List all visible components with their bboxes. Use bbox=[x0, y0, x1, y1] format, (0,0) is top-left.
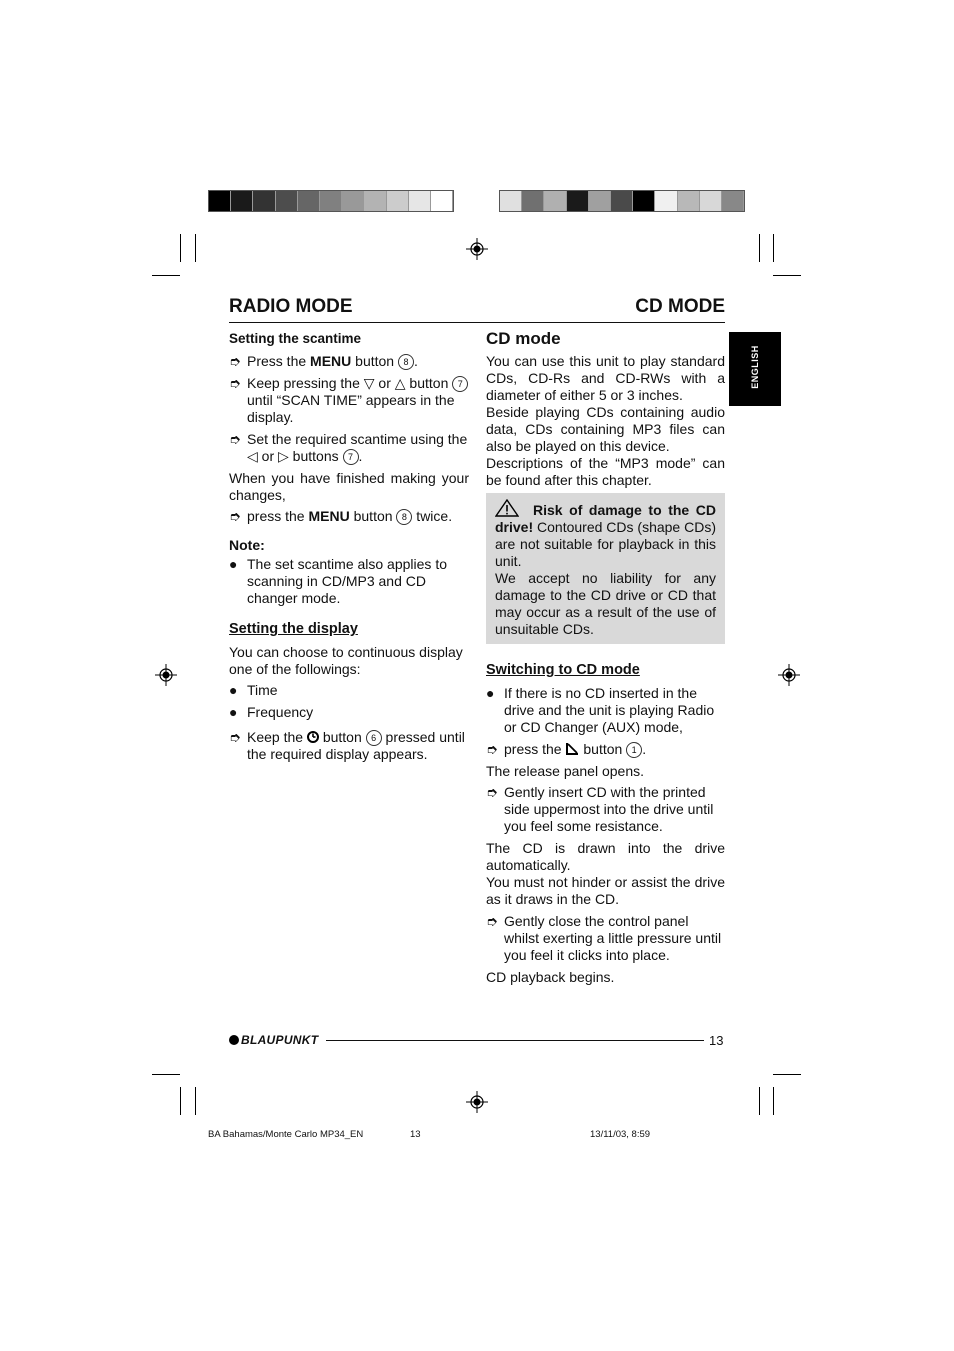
crop-mark bbox=[773, 234, 774, 262]
language-tab-label: ENGLISH bbox=[750, 345, 760, 389]
crop-mark bbox=[152, 1074, 180, 1075]
crop-mark bbox=[773, 1087, 774, 1115]
arrow-icon: ➮ bbox=[486, 784, 498, 800]
language-tab bbox=[729, 332, 781, 406]
footer-rule bbox=[326, 1040, 704, 1041]
left-triangle-icon: ◁ bbox=[247, 448, 258, 464]
display-intro: You can choose to continuous display one of the followings: bbox=[229, 644, 463, 677]
crop-mark bbox=[773, 275, 801, 276]
color-swatch bbox=[567, 191, 589, 211]
display-option: ● Frequency bbox=[229, 704, 314, 720]
arrow-icon: ➮ bbox=[229, 375, 241, 391]
note-item: ● The set scantime also applies to scanning in CD/MP3 and CD changer mode. bbox=[229, 556, 447, 606]
playback-text: CD playback begins. bbox=[486, 969, 615, 985]
color-swatch bbox=[276, 191, 298, 211]
color-swatch bbox=[364, 191, 386, 211]
color-swatch bbox=[722, 191, 744, 211]
color-swatch bbox=[431, 191, 453, 211]
color-swatch bbox=[409, 191, 431, 211]
registration-mark-icon bbox=[155, 664, 177, 686]
registration-mark-icon bbox=[466, 238, 488, 260]
arrow-icon: ➮ bbox=[229, 353, 241, 369]
condition-item: ● If there is no CD inserted in the drive and the unit is playing Radio or CD Changer (AUX) mode, bbox=[486, 685, 715, 735]
switching-heading: Switching to CD mode bbox=[486, 662, 640, 678]
warning-title: Risk of damage to the CD drive! bbox=[495, 502, 716, 535]
left-column bbox=[229, 330, 469, 768]
step-item: ➮ press the MENU button 8 twice. bbox=[229, 508, 453, 524]
color-swatch bbox=[633, 191, 655, 211]
registration-mark-icon bbox=[466, 1091, 488, 1113]
note-label: Note: bbox=[229, 537, 265, 553]
color-swatch bbox=[320, 191, 342, 211]
color-swatch bbox=[298, 191, 320, 211]
warning-box bbox=[486, 493, 725, 644]
color-swatch bbox=[522, 191, 544, 211]
display-option: ● Time bbox=[229, 682, 278, 698]
file-name: BA Bahamas/Monte Carlo MP34_EN bbox=[208, 1129, 364, 1140]
finished-text: When you have finished making your changes, bbox=[229, 470, 469, 503]
calibration-strip-right bbox=[499, 190, 745, 212]
step-item: ➮ Gently close the control panel whilst exerting a little pressure until you feel it clicks into place. bbox=[486, 913, 722, 963]
crop-mark bbox=[152, 275, 180, 276]
step-item: ➮ Gently insert CD with the printed side uppermost into the drive until you feel some resistance. bbox=[486, 784, 714, 834]
intro-text: Beside playing CDs containing audio data, CDs containing MP3 files can also be played on this device. bbox=[486, 404, 725, 454]
arrow-icon: ➮ bbox=[229, 508, 241, 524]
color-swatch bbox=[544, 191, 566, 211]
brand-logo: BLAUPUNKT bbox=[229, 1033, 318, 1047]
crop-mark bbox=[180, 1087, 181, 1115]
button-number: 7 bbox=[343, 449, 359, 465]
color-swatch bbox=[700, 191, 722, 211]
button-number: 7 bbox=[452, 376, 468, 392]
bullet-icon: ● bbox=[229, 704, 238, 720]
crop-mark bbox=[773, 1074, 801, 1075]
drawn-text: The CD is drawn into the drive automatically. bbox=[486, 840, 725, 873]
color-swatch bbox=[387, 191, 409, 211]
button-number: 1 bbox=[626, 742, 642, 758]
step-item: ➮ Keep pressing the ▽ or △ button 7 until “SCAN TIME” appears in the display. bbox=[229, 375, 469, 426]
color-swatch bbox=[209, 191, 231, 211]
registration-mark-icon bbox=[778, 664, 800, 686]
eject-release-icon bbox=[565, 742, 579, 756]
right-column bbox=[486, 330, 725, 990]
warning-triangle-icon bbox=[495, 499, 519, 517]
calibration-strip-left bbox=[208, 190, 454, 212]
drawn-text: You must not hinder or assist the drive as it draws in the CD. bbox=[486, 874, 725, 907]
down-triangle-icon: ▽ bbox=[363, 375, 375, 391]
arrow-icon: ➮ bbox=[229, 729, 241, 745]
color-swatch bbox=[678, 191, 700, 211]
clock-button-icon bbox=[307, 731, 319, 743]
bullet-icon: ● bbox=[229, 556, 238, 572]
step-item: ➮ Set the required scantime using the ◁ or ▷ buttons 7 . bbox=[229, 431, 468, 464]
cd-mode-title: CD MODE bbox=[635, 296, 725, 317]
warning-text: We accept no liability for any damage to the CD drive or CD that may occur as a result of the use of unsuitable CDs. bbox=[495, 570, 716, 637]
color-swatch bbox=[589, 191, 611, 211]
scantime-heading: Setting the scantime bbox=[229, 331, 362, 346]
arrow-icon: ➮ bbox=[486, 913, 498, 929]
display-heading: Setting the display bbox=[229, 621, 358, 637]
arrow-icon: ➮ bbox=[229, 431, 241, 447]
bullet-icon: ● bbox=[229, 682, 238, 698]
button-number: 8 bbox=[396, 509, 412, 525]
right-triangle-icon: ▷ bbox=[278, 448, 289, 464]
crop-mark bbox=[195, 234, 196, 262]
radio-mode-title: RADIO MODE bbox=[229, 296, 353, 317]
intro-text: You can use this unit to play standard CDs, CD-Rs and CD-RWs with a diameter of either 5 or 3 inches. bbox=[486, 353, 725, 403]
file-date: 13/11/03, 8:59 bbox=[590, 1129, 651, 1140]
step-item: ➮ Keep the button 6 pressed until the required display appears. bbox=[229, 729, 465, 762]
crop-mark bbox=[759, 234, 760, 262]
page-number: 13 bbox=[709, 1033, 724, 1048]
up-triangle-icon: △ bbox=[394, 375, 406, 391]
step-item: ➮ press the button 1 . bbox=[486, 741, 647, 757]
page-header bbox=[229, 296, 725, 323]
bullet-icon: ● bbox=[486, 685, 495, 701]
color-swatch bbox=[342, 191, 364, 211]
color-swatch bbox=[500, 191, 522, 211]
arrow-icon: ➮ bbox=[486, 741, 498, 757]
release-text: The release panel opens. bbox=[486, 763, 644, 779]
crop-mark bbox=[180, 234, 181, 262]
crop-mark bbox=[759, 1087, 760, 1115]
warning-text: Contoured CDs (shape CDs) are not suitable for playback in this unit. bbox=[495, 519, 716, 569]
cd-mode-heading: CD mode bbox=[486, 329, 561, 348]
color-swatch bbox=[655, 191, 677, 211]
button-number: 6 bbox=[366, 730, 382, 746]
brand-dot-icon bbox=[229, 1035, 239, 1045]
color-swatch bbox=[611, 191, 633, 211]
step-item: ➮ Press the MENU button 8 . bbox=[229, 353, 418, 369]
intro-text: Descriptions of the “MP3 mode” can be found after this chapter. bbox=[486, 455, 725, 488]
color-swatch bbox=[231, 191, 253, 211]
button-number: 8 bbox=[398, 354, 414, 370]
crop-mark bbox=[195, 1087, 196, 1115]
color-swatch bbox=[253, 191, 275, 211]
file-page: 13 bbox=[410, 1129, 421, 1140]
